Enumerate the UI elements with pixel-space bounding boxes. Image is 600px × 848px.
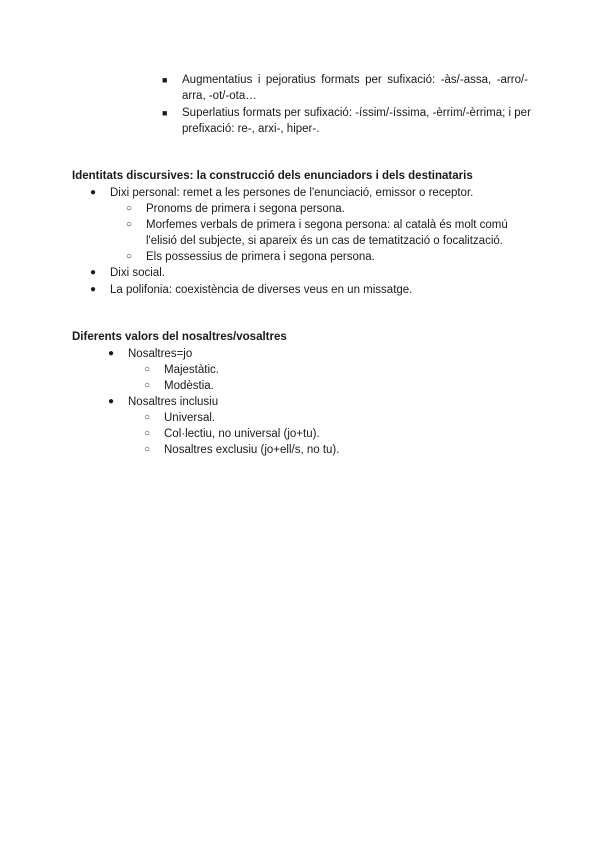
list-item-text: Pronoms de primera i segona persona. bbox=[146, 203, 345, 215]
circle-bullet-icon: ○ bbox=[144, 380, 151, 391]
list-item-text: Nosaltres inclusiu bbox=[128, 396, 219, 408]
list-item bbox=[144, 426, 524, 442]
list-item bbox=[108, 394, 528, 410]
list-item-text: Col·lectiu, no universal (jo+tu). bbox=[164, 428, 320, 440]
list-item bbox=[90, 265, 540, 281]
circle-bullet-icon: ○ bbox=[126, 203, 133, 214]
list-item bbox=[144, 378, 524, 394]
list-item-text: Morfemes verbals de primera i segona persona: al català és molt comú l'elisió del subjecte, si apareix és un cas de tematització o focalització. bbox=[146, 219, 508, 247]
dot-bullet-icon: ● bbox=[108, 396, 115, 407]
circle-bullet-icon: ○ bbox=[144, 444, 151, 455]
list-item bbox=[144, 442, 524, 458]
circle-bullet-icon: ○ bbox=[126, 219, 133, 230]
section-heading: Diferents valors del nosaltres/vosaltres bbox=[72, 331, 287, 343]
list-item bbox=[162, 72, 528, 104]
dot-bullet-icon: ● bbox=[90, 187, 97, 198]
list-item-text: Nosaltres=jo bbox=[128, 348, 193, 360]
list-item bbox=[144, 410, 524, 426]
list-item bbox=[90, 282, 540, 298]
list-item-text: Dixi social. bbox=[110, 267, 165, 279]
list-item-text: Augmentatius i pejoratius formats per sufixació: -às/-assa, -arro/-arra, -ot/-ota… bbox=[182, 74, 528, 102]
dot-bullet-icon: ● bbox=[108, 348, 115, 359]
circle-bullet-icon: ○ bbox=[144, 364, 151, 375]
circle-bullet-icon: ○ bbox=[144, 412, 151, 423]
list-item-text: Majestàtic. bbox=[164, 364, 219, 376]
circle-bullet-icon: ○ bbox=[126, 251, 133, 262]
list-item-text: Els possessius de primera i segona persona. bbox=[146, 251, 375, 263]
list-item-text: Dixi personal: remet a les persones de l'enunciació, emissor o receptor. bbox=[110, 187, 474, 199]
dot-bullet-icon: ● bbox=[90, 284, 97, 295]
list-item-text: Superlatius formats per sufixació: -íssim/-íssima, -èrrim/-èrrima; i per prefixació: re-, arxi-, hiper-. bbox=[182, 107, 531, 135]
list-item bbox=[144, 362, 524, 378]
list-item-text: La polifonia: coexistència de diverses veus en un missatge. bbox=[110, 284, 413, 296]
list-item bbox=[108, 346, 528, 362]
square-bullet-icon: ■ bbox=[162, 75, 168, 85]
list-item-text: Universal. bbox=[164, 412, 216, 424]
square-bullet-icon: ■ bbox=[162, 108, 168, 118]
list-item-text: Nosaltres exclusiu (jo+ell/s, no tu). bbox=[164, 444, 340, 456]
list-item bbox=[126, 201, 536, 217]
list-item bbox=[126, 217, 530, 249]
dot-bullet-icon: ● bbox=[90, 267, 97, 278]
list-item bbox=[90, 185, 540, 201]
section-heading: Identitats discursives: la construcció dels enunciadors i dels destinataris bbox=[72, 170, 473, 182]
circle-bullet-icon: ○ bbox=[144, 428, 151, 439]
list-item bbox=[126, 249, 536, 265]
list-item-text: Modèstia. bbox=[164, 380, 214, 392]
list-item bbox=[162, 105, 532, 137]
